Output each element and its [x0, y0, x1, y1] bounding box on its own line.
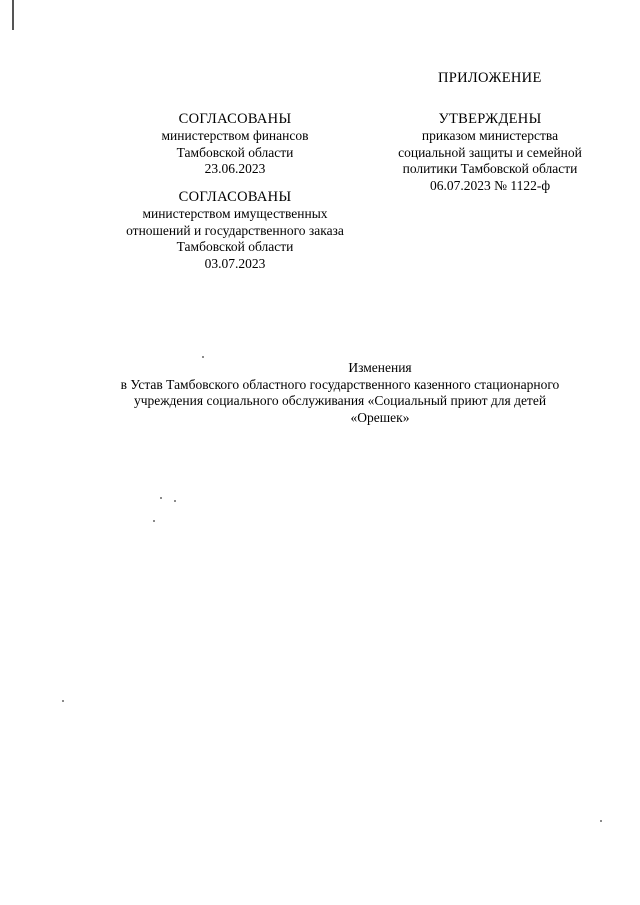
- approved-line: социальной защиты и семейной: [398, 144, 582, 160]
- scan-speck: [160, 497, 162, 499]
- scan-edge-mark: [12, 0, 14, 30]
- agreed-block-property: [110, 188, 360, 272]
- agreed-title: СОГЛАСОВАНЫ: [178, 189, 292, 205]
- document-subtitle-line: в Устав Тамбовского областного государственного казенного стационарного: [120, 376, 560, 392]
- document-title-block: [60, 360, 620, 426]
- approved-line: политики Тамбовской области: [402, 161, 578, 176]
- scan-speck: [202, 356, 204, 358]
- scan-speck: [153, 520, 155, 522]
- agreed-line: Тамбовской области: [176, 144, 294, 160]
- appendix-label: ПРИЛОЖЕНИЕ: [438, 70, 542, 86]
- document-subtitle-line: «Орешек»: [350, 409, 410, 425]
- document-subtitle-line: учреждения социального обслуживания «Социальный приют для детей: [133, 393, 547, 408]
- agreed-date: 23.06.2023: [204, 161, 266, 176]
- agreed-block-finance: [110, 110, 360, 178]
- agreed-line: Тамбовской области: [176, 239, 294, 254]
- approved-order-number: 06.07.2023 № 1122-ф: [429, 177, 551, 193]
- approved-title: УТВЕРЖДЕНЫ: [438, 111, 542, 127]
- approved-block: [370, 110, 610, 194]
- agreed-date: 03.07.2023: [204, 255, 266, 271]
- agreed-line: отношений и государственного заказа: [126, 222, 344, 238]
- agreed-line: министерством имущественных: [142, 206, 328, 221]
- scan-speck: [600, 820, 602, 822]
- scan-speck: [174, 500, 176, 502]
- approved-line: приказом министерства: [421, 128, 559, 143]
- agreed-title: СОГЛАСОВАНЫ: [178, 111, 292, 127]
- agreed-line: министерством финансов: [161, 128, 309, 143]
- document-title: Изменения: [348, 360, 412, 375]
- scan-speck: [62, 700, 64, 702]
